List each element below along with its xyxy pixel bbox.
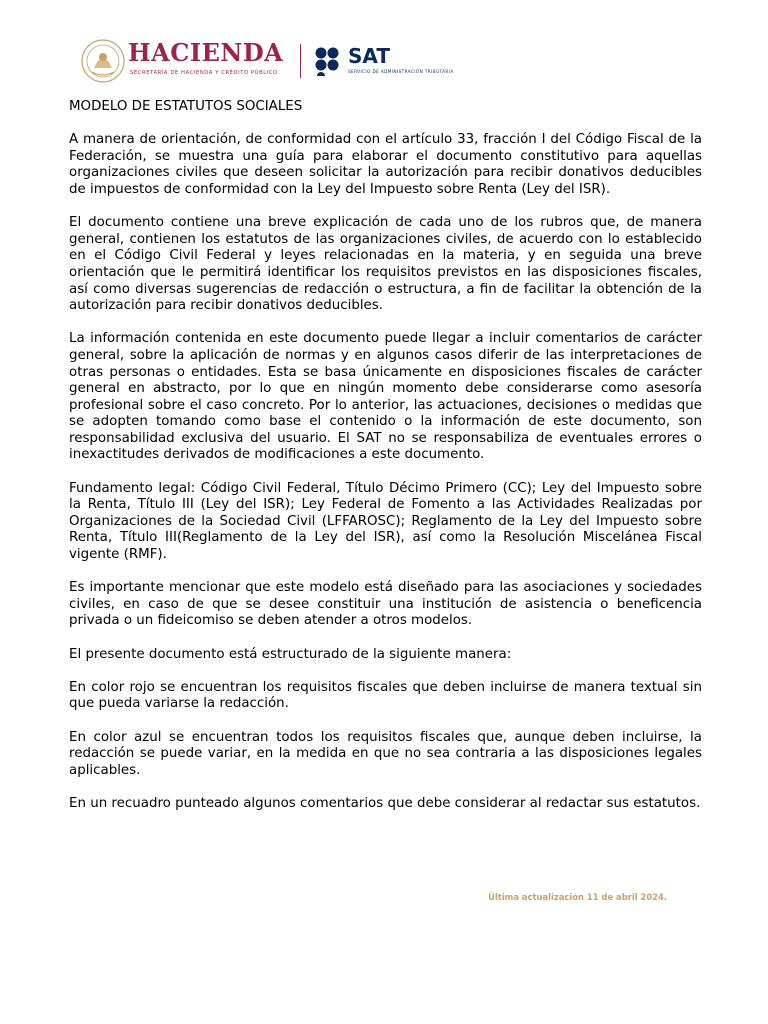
agency-subtitle: SECRETARÍA DE HACIENDA Y CRÉDITO PÚBLICO <box>130 70 278 76</box>
paragraph: A manera de orientación, de conformidad con el artículo 33, fracción I del Código Fiscal de la Federación, se muestra una guía para elaborar el documento constitutivo para aquellas organizaciones civiles que deseen solicitar la autorización para recibir donativos deducibles de impuestos de conformidad con la Ley del Impuesto sobre Renta (Ley del ISR). <box>69 132 702 197</box>
paragraph: Fundamento legal: Código Civil Federal, Título Décimo Primero (CC); Ley del Impuesto sobre la Renta, Título III (Ley del ISR); Ley Federal de Fomento a las Actividades Realizadas por Organizaciones de la Sociedad Civil (LFFAROSC); Reglamento de la Ley del Impuesto sobre Renta, Título III(Reglamento de la Ley del ISR), así como la Resolución Miscelánea Fiscal vigente (RMF). <box>69 480 702 563</box>
sat-logo-icon <box>314 46 344 76</box>
header-divider <box>300 44 301 78</box>
agency-name: HACIENDA <box>128 38 284 67</box>
paragraph: Es importante mencionar que este modelo está diseñado para las asociaciones y sociedades civiles, en caso de que se desee constituir una institución de asistencia o beneficencia privada o un fideicomiso se deben atender a otros modelos. <box>69 580 702 629</box>
national-seal-icon <box>80 38 126 84</box>
paragraph: El documento contiene una breve explicación de cada uno de los rubros que, de manera general, contienen los estatutos de las organizaciones civiles, de acuerdo con lo establecido en el Código Civil Federal y leyes relacionadas en la materia, y en seguida una breve orientación que le permitirá identificar los requisitos previstos en las disposiciones fiscales, así como diversas sugerencias de redacción o estructura, a fin de facilitar la obtención de la autorización para recibir donativos deducibles. <box>69 215 702 314</box>
last-update-note: Última actualización 11 de abril 2024. <box>488 892 667 902</box>
sat-subtitle: SERVICIO DE ADMINISTRACIÓN TRIBUTARIA <box>348 69 454 74</box>
paragraph: En color azul se encuentran todos los requisitos fiscales que, aunque deben incluirse, la redacción se puede variar, en la medida en que no sea contraria a las disposiciones legales aplicables. <box>69 729 702 778</box>
paragraph: En un recuadro punteado algunos comentarios que debe considerar al redactar sus estatutos. <box>69 795 701 811</box>
page-header <box>80 36 480 86</box>
document-body <box>69 99 702 829</box>
document-title: MODELO DE ESTATUTOS SOCIALES <box>69 99 303 114</box>
sat-name: SAT <box>348 44 390 68</box>
paragraph: En color rojo se encuentran los requisitos fiscales que deben incluirse de manera textual sin que pueda variarse la redacción. <box>69 679 702 712</box>
paragraph: La información contenida en este documento puede llegar a incluir comentarios de carácter general, sobre la aplicación de normas y en algunos casos diferir de las interpretaciones de otras personas o entidades. Esta se basa únicamente en disposiciones fiscales de carácter general en abstracto, por lo que en ningún momento debe considerarse como asesoría profesional sobre el caso concreto. Por lo anterior, las actuaciones, decisiones o medidas que se adopten tomando como base el contenido o la información de este documento, son responsabilidad exclusiva del usuario. El SAT no se responsabiliza de eventuales errores o inexactitudes derivados de modificaciones a este documento. <box>69 331 702 463</box>
paragraph: El presente documento está estructurado de la siguiente manera: <box>69 646 512 662</box>
